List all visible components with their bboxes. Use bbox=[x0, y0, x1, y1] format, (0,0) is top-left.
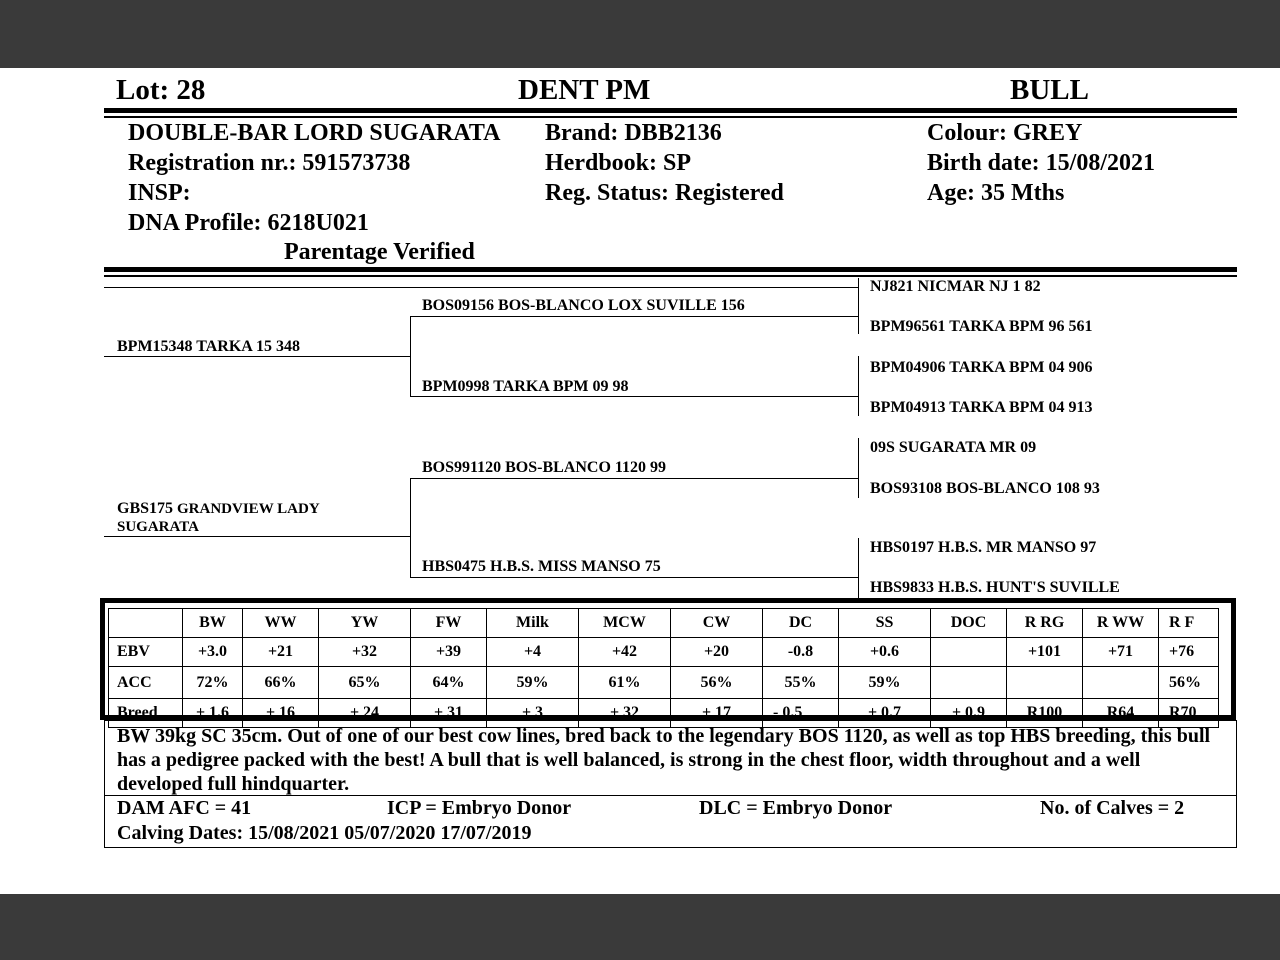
table-cell: +101 bbox=[1007, 638, 1083, 667]
breeder-name: DENT PM bbox=[518, 74, 651, 106]
animal-description: BW 39kg SC 35cm. Out of one of our best cow lines, bred back to the legendary BOS 1120, as well as top HBS breeding, this bull has a pedigree packed with the best! A bull that is well balanced, is strong in the chest floor, width throughout and a well developed full hindquarter. bbox=[104, 720, 1237, 796]
table-cell: +4 bbox=[487, 638, 579, 667]
ds-line bbox=[410, 478, 858, 479]
dam-footer bbox=[104, 795, 1237, 848]
lot-number: Lot: 28 bbox=[116, 74, 206, 106]
table-cell: 72% bbox=[183, 667, 243, 699]
lot-sheet bbox=[0, 68, 1280, 894]
sire-line bbox=[104, 356, 410, 357]
table-cell: + 3 bbox=[487, 699, 579, 728]
table-cell: 64% bbox=[411, 667, 487, 699]
header-cell: Milk bbox=[487, 609, 579, 638]
gg-4: BPM04913 TARKA BPM 04 913 bbox=[870, 399, 1093, 416]
table-cell: + 0.9 bbox=[931, 699, 1007, 728]
insp-label: INSP: bbox=[128, 180, 191, 206]
icp: ICP = Embryo Donor bbox=[387, 797, 572, 819]
table-cell: +39 bbox=[411, 638, 487, 667]
header-cell: FW bbox=[411, 609, 487, 638]
row-label: ACC bbox=[109, 667, 183, 699]
header-cell: CW bbox=[671, 609, 763, 638]
sd-line bbox=[410, 396, 858, 397]
header-cell: R F bbox=[1159, 609, 1219, 638]
table-cell: +42 bbox=[579, 638, 671, 667]
header-rule-thin bbox=[104, 116, 1237, 118]
dlc: DLC = Embryo Donor bbox=[699, 797, 893, 819]
table-cell: R64 bbox=[1083, 699, 1159, 728]
gg-bracket-3 bbox=[858, 438, 859, 498]
number-of-calves: No. of Calves = 2 bbox=[1040, 797, 1185, 819]
gg-bracket-1 bbox=[858, 278, 859, 334]
info-rule-thick bbox=[104, 267, 1237, 272]
table-cell bbox=[1007, 667, 1083, 699]
sire-sire: BOS09156 BOS-BLANCO LOX SUVILLE 156 bbox=[422, 297, 745, 314]
table-cell: 61% bbox=[579, 667, 671, 699]
birth-date: Birth date: 15/08/2021 bbox=[927, 150, 1155, 176]
row-label: Breed bbox=[109, 699, 183, 728]
header-cell: MCW bbox=[579, 609, 671, 638]
table-cell: +20 bbox=[671, 638, 763, 667]
dna-profile: DNA Profile: 6218U021 bbox=[128, 210, 369, 236]
gg-3: BPM04906 TARKA BPM 04 906 bbox=[870, 359, 1093, 376]
header-cell: DOC bbox=[931, 609, 1007, 638]
header-cell bbox=[109, 609, 183, 638]
ebv-row bbox=[109, 638, 1219, 667]
table-cell: +76 bbox=[1159, 638, 1219, 667]
gg-5: 09S SUGARATA MR 09 bbox=[870, 439, 1037, 456]
dam-afc: DAM AFC = 41 bbox=[117, 797, 252, 819]
table-cell: 56% bbox=[1159, 667, 1219, 699]
table-cell: + 17 bbox=[671, 699, 763, 728]
header-cell: SS bbox=[839, 609, 931, 638]
table-cell: + 32 bbox=[579, 699, 671, 728]
age: Age: 35 Mths bbox=[927, 180, 1065, 206]
gg-1: NJ821 NICMAR NJ 1 82 bbox=[870, 278, 1041, 295]
header-cell: WW bbox=[243, 609, 319, 638]
header-rule-thick bbox=[104, 108, 1237, 113]
table-cell: +21 bbox=[243, 638, 319, 667]
header-cell: R RG bbox=[1007, 609, 1083, 638]
table-cell: R70 bbox=[1159, 699, 1219, 728]
table-cell bbox=[931, 638, 1007, 667]
colour: Colour: GREY bbox=[927, 120, 1083, 146]
ebv-table bbox=[108, 608, 1219, 728]
animal-sex: BULL bbox=[1010, 74, 1089, 106]
ebv-header-row bbox=[109, 609, 1219, 638]
dam-name-b: SUGARATA bbox=[117, 519, 199, 535]
table-cell: - 0.5 bbox=[763, 699, 839, 728]
animal-name: DOUBLE-BAR LORD SUGARATA bbox=[128, 120, 501, 146]
sire: BPM15348 TARKA 15 348 bbox=[117, 338, 300, 355]
header-cell: BW bbox=[183, 609, 243, 638]
sire-dam: BPM0998 TARKA BPM 09 98 bbox=[422, 378, 629, 395]
acc-row bbox=[109, 667, 1219, 699]
gg-2: BPM96561 TARKA BPM 96 561 bbox=[870, 318, 1093, 335]
header-cell: R WW bbox=[1083, 609, 1159, 638]
table-cell: +71 bbox=[1083, 638, 1159, 667]
header-cell: DC bbox=[763, 609, 839, 638]
brand: Brand: DBB2136 bbox=[545, 120, 722, 146]
herdbook: Herdbook: SP bbox=[545, 150, 692, 176]
gg-8: HBS9833 H.B.S. HUNT'S SUVILLE bbox=[870, 579, 1120, 596]
registration-number: Registration nr.: 591573738 bbox=[128, 150, 411, 176]
ss-line bbox=[410, 316, 858, 317]
dam-name-a: GRANDVIEW LADY bbox=[177, 501, 320, 517]
header-cell: YW bbox=[319, 609, 411, 638]
sire-bracket bbox=[410, 316, 411, 396]
dam-bracket bbox=[410, 478, 411, 578]
table-cell: 59% bbox=[839, 667, 931, 699]
table-cell: -0.8 bbox=[763, 638, 839, 667]
dd-line bbox=[410, 577, 858, 578]
row-label: EBV bbox=[109, 638, 183, 667]
table-cell: +0.6 bbox=[839, 638, 931, 667]
table-cell bbox=[931, 667, 1007, 699]
table-cell: 59% bbox=[487, 667, 579, 699]
dam-line bbox=[104, 536, 410, 537]
dam bbox=[117, 500, 320, 536]
dam-sire: BOS991120 BOS-BLANCO 1120 99 bbox=[422, 459, 667, 476]
table-cell: 66% bbox=[243, 667, 319, 699]
table-cell: + 0.7 bbox=[839, 699, 931, 728]
table-cell bbox=[1083, 667, 1159, 699]
info-rule-thin bbox=[104, 275, 1237, 277]
table-cell: + 16 bbox=[243, 699, 319, 728]
gg-7: HBS0197 H.B.S. MR MANSO 97 bbox=[870, 539, 1097, 556]
dam-code: GBS175 bbox=[117, 500, 174, 517]
dam-dam: HBS0475 H.B.S. MISS MANSO 75 bbox=[422, 558, 661, 575]
table-cell: 56% bbox=[671, 667, 763, 699]
gg-bracket-2 bbox=[858, 356, 859, 416]
table-cell: +3.0 bbox=[183, 638, 243, 667]
parentage-status: Parentage Verified bbox=[284, 239, 475, 265]
gg-6: BOS93108 BOS-BLANCO 108 93 bbox=[870, 480, 1100, 497]
gg-bracket-4 bbox=[858, 538, 859, 600]
reg-status: Reg. Status: Registered bbox=[545, 180, 784, 206]
table-cell: + 1.6 bbox=[183, 699, 243, 728]
table-cell: +32 bbox=[319, 638, 411, 667]
table-cell: 65% bbox=[319, 667, 411, 699]
pedigree-top-rule bbox=[104, 287, 858, 288]
table-cell: + 24 bbox=[319, 699, 411, 728]
calving-dates: Calving Dates: 15/08/2021 05/07/2020 17/07/2019 bbox=[117, 822, 532, 844]
table-cell: + 31 bbox=[411, 699, 487, 728]
table-cell: 55% bbox=[763, 667, 839, 699]
table-cell: R100 bbox=[1007, 699, 1083, 728]
